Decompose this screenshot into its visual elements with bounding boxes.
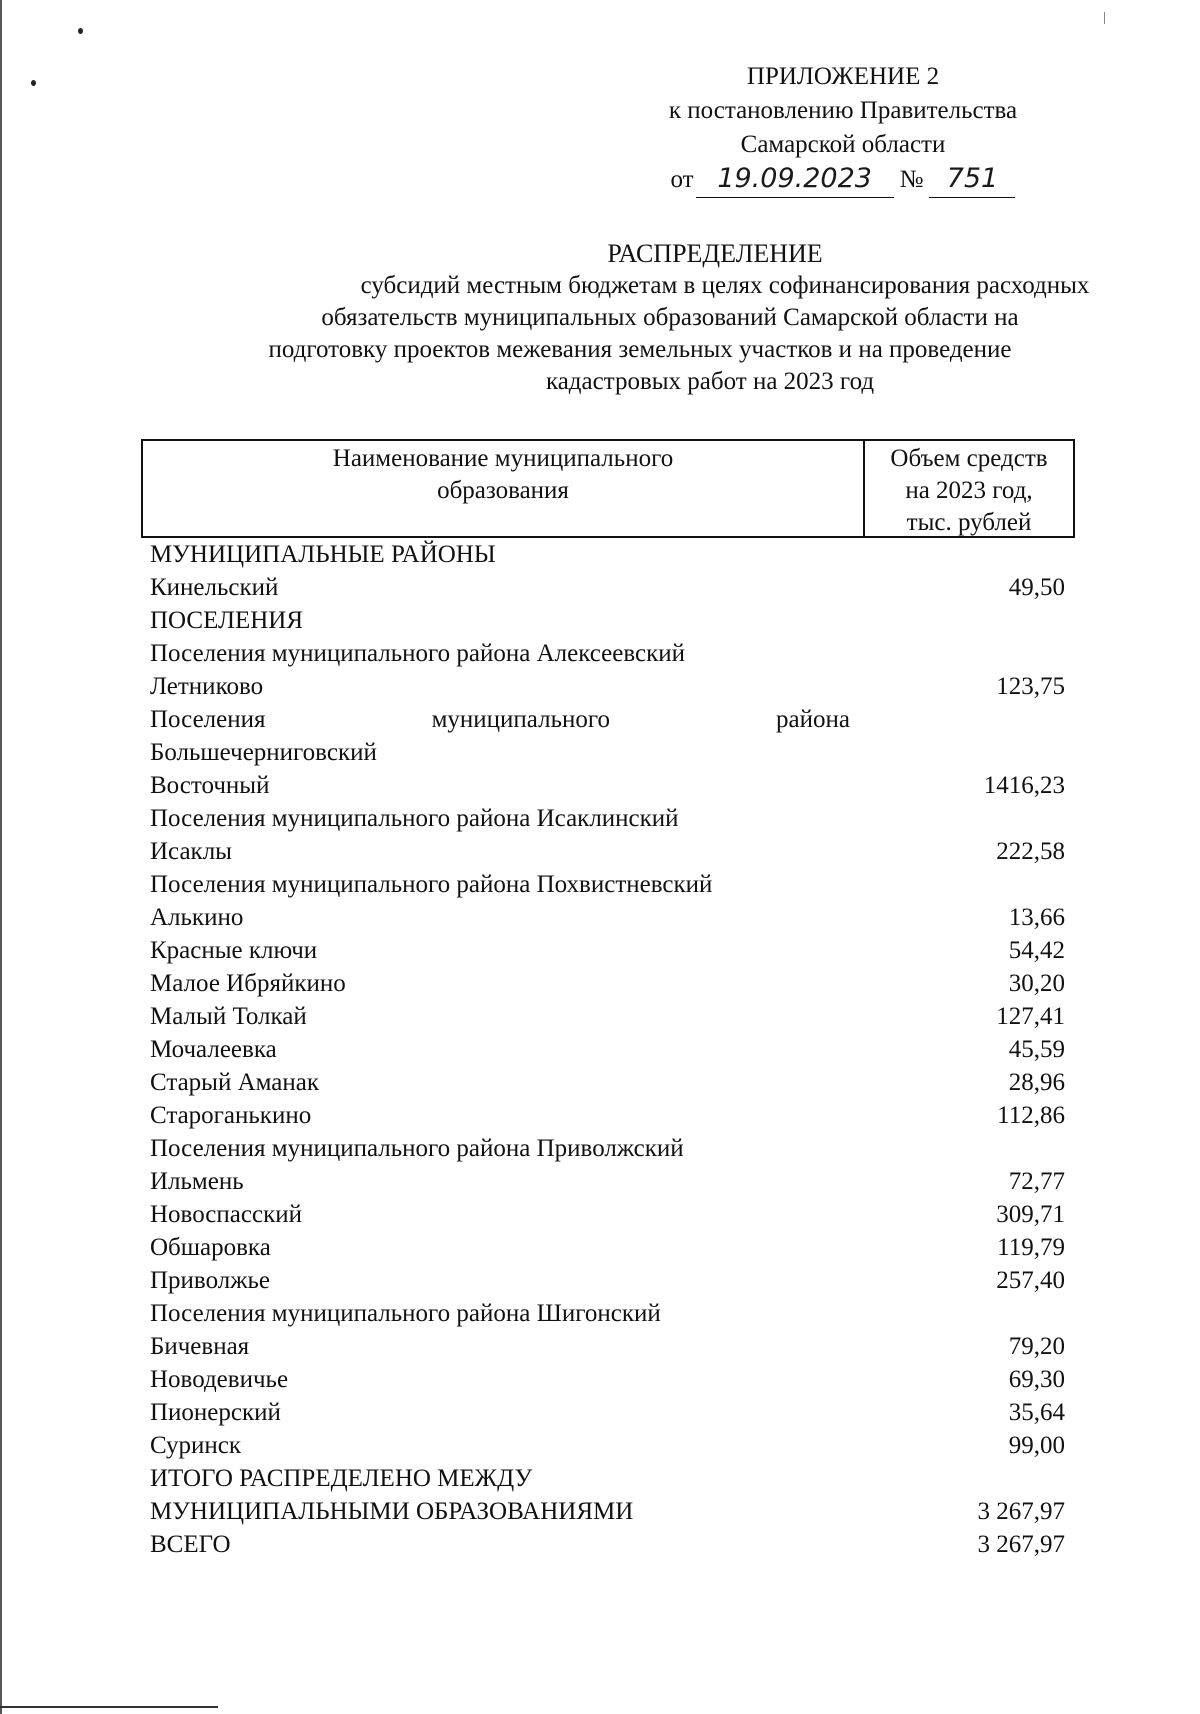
row-name: Алькино — [150, 903, 244, 931]
table-row — [150, 1000, 1065, 1033]
row-name: Поселения муниципального района — [150, 705, 850, 733]
row-name: Исаклы — [150, 837, 232, 865]
table-row — [150, 868, 1065, 901]
row-value: 28,96 — [1008, 1068, 1065, 1096]
table-row — [150, 604, 1065, 637]
table-row — [150, 802, 1065, 835]
row-name: Малый Толкай — [150, 1002, 307, 1030]
row-value: 112,86 — [997, 1101, 1065, 1129]
row-name: Поселения муниципального района Алексеевский — [150, 639, 686, 667]
table-row — [150, 1330, 1065, 1363]
row-name: Обшаровка — [150, 1233, 271, 1261]
appendix-title: ПРИЛОЖЕНИЕ 2 — [746, 63, 940, 90]
row-value: 54,42 — [1008, 936, 1065, 964]
row-name: Поселения муниципального района Похвистневский — [150, 870, 713, 898]
row-name: ИТОГО РАСПРЕДЕЛЕНО МЕЖДУ — [150, 1464, 533, 1492]
table-row — [150, 538, 1065, 571]
row-value: 1416,23 — [983, 771, 1065, 799]
table-row — [150, 769, 1065, 802]
table-row — [150, 637, 1065, 670]
row-name: Поселения муниципального района Исаклинский — [150, 804, 679, 832]
appendix-line: Самарской области — [740, 131, 946, 158]
table-header — [141, 439, 1075, 538]
row-name: Старый Аманак — [150, 1068, 320, 1096]
table-row — [150, 1363, 1065, 1396]
row-value: 123,75 — [996, 672, 1065, 700]
row-value: 3 267,97 — [977, 1497, 1065, 1525]
row-name: Кинельский — [150, 573, 279, 601]
header-line: Объем средств — [890, 445, 1048, 472]
row-value: 45,59 — [1008, 1035, 1065, 1063]
row-value: 69,30 — [1008, 1365, 1065, 1393]
scan-edge-line — [1104, 12, 1105, 24]
row-name: Поселения муниципального района Шигонский — [150, 1299, 661, 1327]
table-row — [150, 703, 1065, 736]
row-name: Мочалеевка — [150, 1035, 277, 1063]
row-name: Большечерниговский — [150, 738, 377, 766]
table-row — [150, 736, 1065, 769]
row-name: ВСЕГО — [150, 1530, 231, 1558]
header-line: Наименование муниципального — [332, 445, 674, 472]
row-value: 72,77 — [1008, 1167, 1065, 1195]
table-row — [150, 1066, 1065, 1099]
row-value: 35,64 — [1008, 1398, 1065, 1426]
row-name: Бичевная — [150, 1332, 250, 1360]
appendix-header — [623, 60, 1063, 198]
row-value: 13,66 — [1008, 903, 1065, 931]
row-name: МУНИЦИПАЛЬНЫМИ ОБРАЗОВАНИЯМИ — [150, 1497, 634, 1525]
row-name: ПОСЕЛЕНИЯ — [150, 606, 304, 634]
table-row — [150, 967, 1065, 1000]
number-prefix: № — [899, 166, 924, 193]
table-row — [150, 1165, 1065, 1198]
row-name: Красные ключи — [150, 936, 318, 964]
table-row — [150, 571, 1065, 604]
row-name: Восточный — [150, 771, 270, 799]
table-row — [150, 1528, 1065, 1561]
table-body — [150, 538, 1065, 1561]
row-name: Приволжье — [150, 1266, 270, 1294]
title-line: подготовку проектов межевания земельных участков и на проведение — [268, 336, 1012, 363]
table-row — [150, 1033, 1065, 1066]
row-value: 79,20 — [1008, 1332, 1065, 1360]
table-row — [150, 670, 1065, 703]
row-name: Пионерский — [150, 1398, 281, 1426]
row-value: 257,40 — [996, 1266, 1065, 1294]
scan-edge-line — [0, 1706, 218, 1708]
title-line: кадастровых работ на 2023 год — [545, 368, 875, 395]
title-line: обязательств муниципальных образований Самарской области на — [321, 304, 1019, 331]
table-row — [150, 1198, 1065, 1231]
row-name: Новоспасский — [150, 1200, 302, 1228]
row-name: Поселения муниципального района Приволжский — [150, 1134, 684, 1162]
row-value: 309,71 — [996, 1200, 1065, 1228]
table-row — [150, 835, 1065, 868]
document-title — [140, 238, 1160, 398]
row-name: Суринск — [150, 1431, 242, 1459]
column-header-amount — [865, 441, 1073, 536]
row-name: Ильмень — [150, 1167, 244, 1195]
row-name: Малое Ибряйкино — [150, 969, 346, 997]
table-row — [150, 1396, 1065, 1429]
table-row — [150, 1429, 1065, 1462]
table-row — [150, 1264, 1065, 1297]
column-header-name — [143, 441, 865, 536]
row-name: МУНИЦИПАЛЬНЫЕ РАЙОНЫ — [150, 540, 496, 568]
handwritten-date: 19.09.2023 — [717, 163, 872, 194]
row-value: 119,79 — [997, 1233, 1065, 1261]
header-line: на 2023 год, — [905, 477, 1033, 504]
scan-dot — [31, 80, 36, 86]
row-value: 99,00 — [1008, 1431, 1065, 1459]
handwritten-number: 751 — [946, 163, 999, 194]
row-name: Летниково — [150, 672, 264, 700]
table-row — [150, 1495, 1065, 1528]
header-line: образования — [437, 477, 569, 504]
appendix-line: к постановлению Правительства — [668, 97, 1018, 124]
row-value: 49,50 — [1008, 573, 1065, 601]
scan-dot — [78, 28, 83, 34]
row-name: Новодевичье — [150, 1365, 289, 1393]
table-row — [150, 1099, 1065, 1132]
table-row — [150, 1297, 1065, 1330]
scan-edge-line — [0, 0, 2, 1714]
table-row — [150, 934, 1065, 967]
table-row — [150, 1462, 1065, 1495]
row-value: 3 267,97 — [977, 1530, 1065, 1558]
table-row — [150, 1231, 1065, 1264]
title-line: субсидий местным бюджетам в целях софинансирования расходных — [360, 272, 1090, 299]
row-name: Староганькино — [150, 1101, 312, 1129]
date-number-line — [623, 162, 1063, 198]
row-value: 222,58 — [996, 837, 1065, 865]
row-value: 30,20 — [1008, 969, 1065, 997]
table-row — [150, 901, 1065, 934]
date-prefix: от — [670, 166, 694, 193]
title-heading: РАСПРЕДЕЛЕНИЕ — [607, 239, 823, 268]
header-line: тыс. рублей — [906, 509, 1032, 536]
table-row — [150, 1132, 1065, 1165]
row-value: 127,41 — [996, 1002, 1065, 1030]
